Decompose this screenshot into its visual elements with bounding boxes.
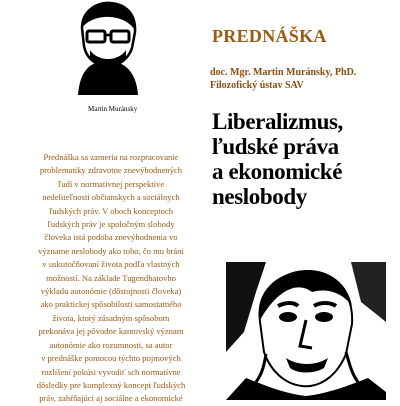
- abstract-line: ľudí v normatívnej perspektíve: [57, 178, 165, 189]
- philosopher-portrait-photo: [226, 262, 386, 400]
- abstract-line: ako praktickej spôsobilosti samostatného: [40, 299, 182, 310]
- speaker-portrait-sketch: [60, 0, 155, 95]
- speaker-info: [210, 66, 356, 92]
- abstract-line: ľudských práv je spoločným slobody: [47, 219, 175, 230]
- abstract-line: života, ktorý zásadným spôsobom: [52, 312, 170, 323]
- speaker-name: doc. Mgr. Martin Muránsky, PhD.: [210, 67, 357, 78]
- abstract-line: autonómie ako rozumnosti, sa autor: [49, 339, 173, 350]
- abstract-line: problematiky zdravotne znevýhodnených: [39, 165, 183, 176]
- title-line: neslobody: [212, 184, 307, 209]
- abstract-line: nedeliteľnosti občianskych a sociálnych: [42, 192, 180, 203]
- abstract-line: práv, zahŕňajúci aj sociálne a ekonomické: [39, 393, 183, 404]
- lecture-title: [212, 109, 397, 209]
- event-type-label: PREDNÁŠKA: [212, 26, 327, 46]
- title-line: Liberalizmus,: [212, 109, 343, 134]
- title-line: a ekonomické: [212, 159, 342, 184]
- abstract-line: Prednáška sa zameria na rozpracovanie: [43, 152, 179, 162]
- abstract-line: v prednáške pomocou týchto pojmových: [41, 353, 181, 364]
- abstract-line: možností. Na základe Tugendhatovho: [46, 272, 176, 283]
- abstract-line: človeka istá podoba znevýhodnenia vo: [44, 232, 178, 243]
- abstract-line: v uskutočňovaní života podľa vlastných: [42, 259, 180, 270]
- abstract-line: dôsledky pre komplexný koncept ľudských: [36, 379, 186, 390]
- abstract-line: význame neslobody ako toho, čo mu bráni: [38, 245, 184, 256]
- speaker-affiliation: Filozofický ústav SAV: [210, 80, 304, 91]
- abstract-line: výkladu autonómie (dôstojnosti človeka): [40, 286, 182, 297]
- lecture-abstract: [30, 151, 192, 406]
- abstract-line: prekonáva jej pôvodne kantovský význam: [38, 326, 184, 337]
- photo-caption: Martin Muránsky: [88, 105, 138, 113]
- title-line: ľudské práva: [212, 134, 339, 159]
- abstract-line: rozlíšení pokúsi vyvodiť sch normatívne: [41, 366, 181, 377]
- abstract-line: ľudských práv. V oboch konceptoch: [48, 205, 174, 216]
